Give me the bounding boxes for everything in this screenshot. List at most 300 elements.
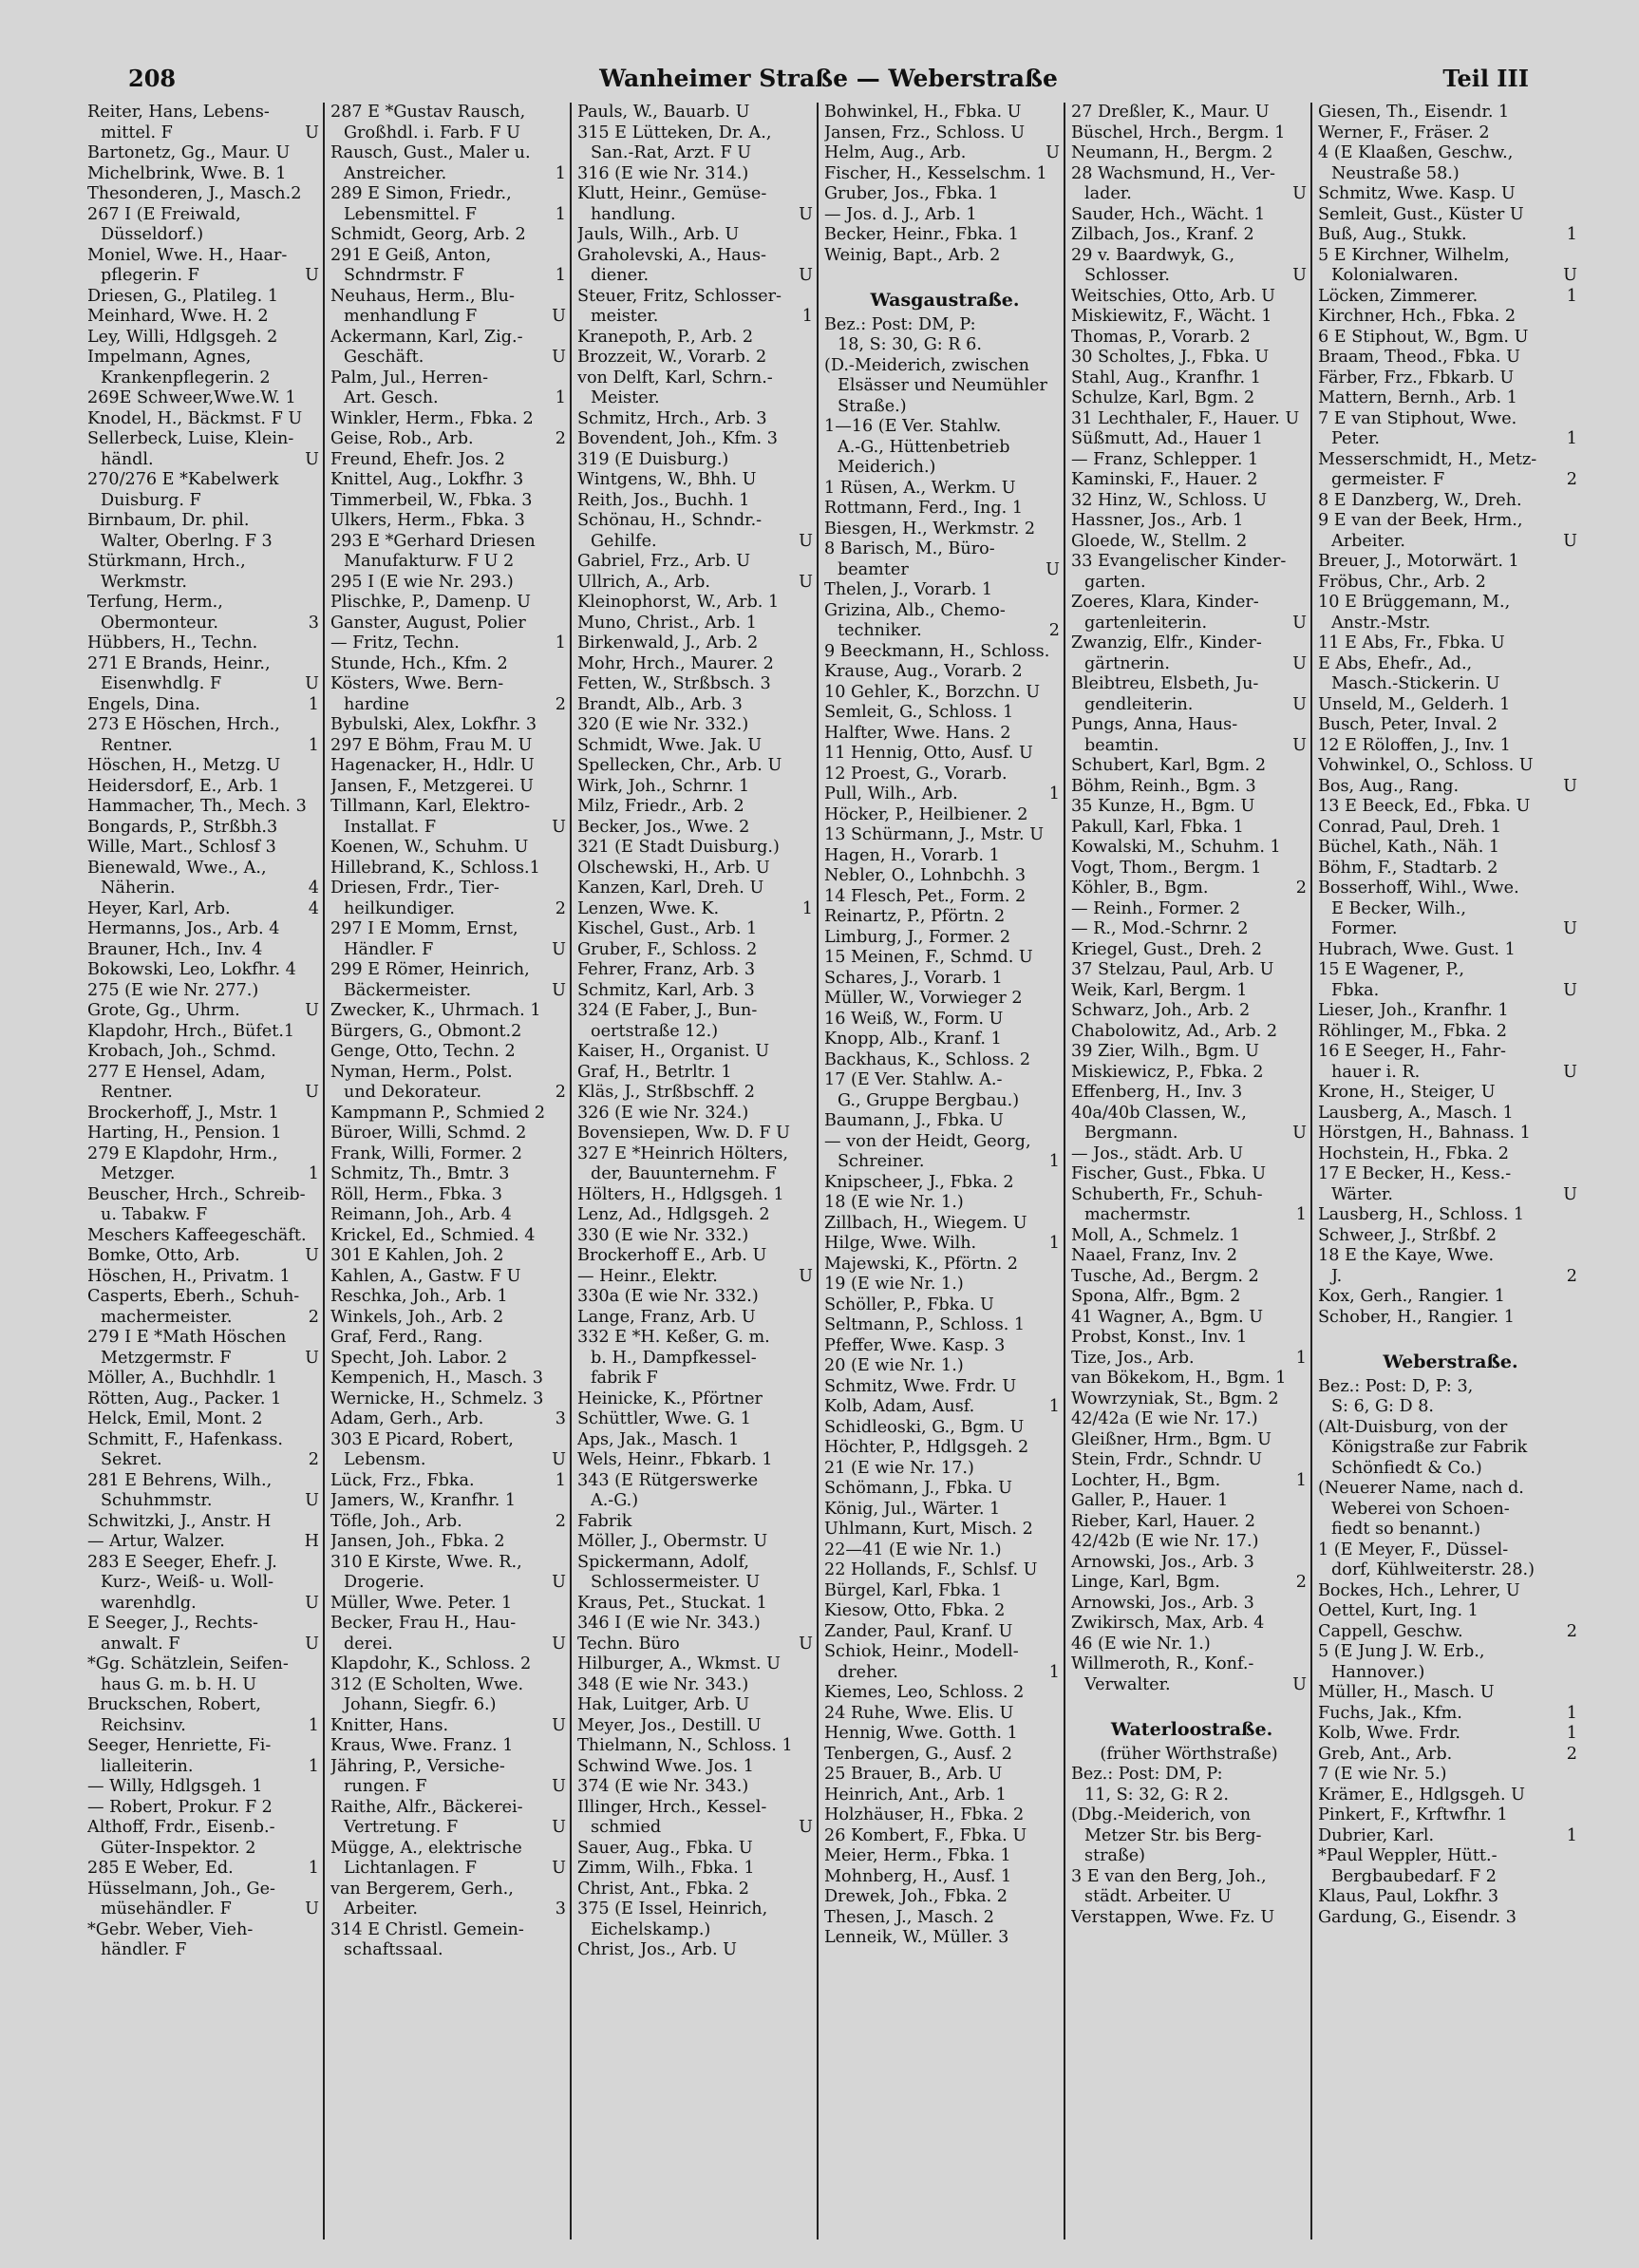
directory-entry: Tillmann, Karl, Elektro- xyxy=(330,797,531,816)
directory-entry: 348 (E wie Nr. 343.) xyxy=(577,1674,749,1694)
directory-entry: Schönau, H., Schndr.- xyxy=(577,511,763,530)
directory-entry: 16 Weiß, W., Form. U xyxy=(824,1009,1004,1029)
directory-entry: Krone, H., Steiger, U xyxy=(1318,1083,1496,1102)
entry-text: Bergmann. xyxy=(1084,1124,1178,1143)
directory-entry: Holzhäuser, H., Fbka. 2 xyxy=(824,1805,1025,1824)
directory-entry: Wille, Mart., Schlosf 3 xyxy=(87,838,276,857)
entry-text: Töfle, Joh., Arb. xyxy=(330,1511,462,1531)
directory-entry: Schmitz, Th., Bmtr. 3 xyxy=(330,1164,510,1183)
entry-text: mittel. F xyxy=(101,123,173,142)
directory-entry xyxy=(87,1532,325,1553)
entry-text: — Artur, Walzer. xyxy=(87,1532,225,1551)
directory-entry: Chabolowitz, Ad., Arb. 2 xyxy=(1071,1021,1278,1041)
entry-text: Fbka. xyxy=(1331,980,1380,1000)
directory-entry: Helck, Emil, Mont. 2 xyxy=(87,1409,263,1428)
directory-entry: Hermanns, Jos., Arb. 4 xyxy=(87,919,280,938)
floor-marker: 1 xyxy=(1295,1348,1307,1368)
entry-text: Lück, Frz., Fbka. xyxy=(330,1470,475,1490)
directory-entry: 8 E Danzberg, W., Dreh. xyxy=(1318,490,1522,510)
directory-entry: Fabrik xyxy=(577,1511,632,1531)
floor-marker: U xyxy=(305,123,319,142)
entry-text: warenhdlg. xyxy=(101,1593,197,1613)
directory-entry: Schmitt, F., Hafenkass. xyxy=(87,1429,284,1449)
entry-continuation xyxy=(330,1083,572,1104)
entry-continuation xyxy=(87,879,325,899)
floor-marker: 2 xyxy=(555,1511,566,1531)
directory-entry: Wintgens, W., Bhh. U xyxy=(577,470,757,489)
floor-marker: U xyxy=(799,531,813,551)
directory-entry: Unseld, M., Gelderh. 1 xyxy=(1318,694,1511,714)
floor-marker: U xyxy=(1292,653,1307,673)
directory-entry: 277 E Hensel, Adam, xyxy=(87,1062,266,1082)
entry-continuation xyxy=(1071,736,1312,757)
directory-entry: 10 E Brüggemann, M., xyxy=(1318,593,1511,612)
directory-entry: Wowrzyniak, St., Bgm. 2 xyxy=(1071,1389,1279,1408)
directory-entry: Spellecken, Chr., Arb. U xyxy=(577,756,782,775)
floor-marker: 2 xyxy=(1566,1621,1577,1641)
directory-entry: 33 Evangelischer Kinder- xyxy=(1071,552,1287,571)
directory-entry: 287 E *Gustav Rausch, xyxy=(330,103,526,122)
entry-text: Pull, Wilh., Arb. xyxy=(824,784,958,803)
directory-entry: Nyman, Herm., Polst. xyxy=(330,1062,513,1082)
directory-entry: Kowalski, M., Schuhm. 1 xyxy=(1071,838,1281,857)
entry-text: Reichsinv. xyxy=(101,1715,186,1735)
column-6 xyxy=(1318,103,1583,2240)
directory-entry: Koenen, W., Schuhm. U xyxy=(330,838,529,857)
directory-entry: Kampmann P., Schmied 2 xyxy=(330,1103,546,1123)
entry-continuation: der, Bauunternehm. F xyxy=(591,1164,777,1183)
directory-entry: (D.-Meiderich, zwischen xyxy=(824,355,1029,375)
column-4 xyxy=(824,103,1065,2240)
floor-marker: 1 xyxy=(555,633,566,652)
directory-entry: Graf, Ferd., Rang. xyxy=(330,1328,483,1347)
directory-entry: Nebler, O., Lohnbchh. 3 xyxy=(824,866,1027,885)
directory-entry xyxy=(87,899,325,920)
directory-entry: Böhm, Reinh., Bgm. 3 xyxy=(1071,776,1256,796)
directory-entry xyxy=(1318,777,1583,798)
directory-entry: Jansen, Frz., Schloss. U xyxy=(824,123,1026,142)
directory-entry xyxy=(330,633,572,654)
directory-entry: Bybulski, Alex, Lokfhr. 3 xyxy=(330,715,537,734)
directory-entry: Semleit, Gust., Küster U xyxy=(1318,204,1524,224)
directory-entry: Probst, Konst., Inv. 1 xyxy=(1071,1328,1248,1347)
directory-entry xyxy=(330,1512,572,1533)
directory-entry: — Jos., städt. Arb. U xyxy=(1071,1143,1244,1163)
floor-marker: 3 xyxy=(555,1409,566,1428)
directory-entry: Schwind Wwe. Jos. 1 xyxy=(577,1756,754,1776)
directory-entry: 18 (E wie Nr. 1.) xyxy=(824,1193,964,1212)
directory-entry: Becker, Jos., Wwe. 2 xyxy=(577,817,750,837)
directory-entry: (Alt-Duisburg, von der xyxy=(1318,1417,1508,1437)
directory-entry: 267 I (E Freiwald, xyxy=(87,204,241,224)
floor-marker: 1 xyxy=(555,163,566,183)
entry-text: Linge, Karl, Bgm. xyxy=(1071,1573,1220,1592)
entry-text: schmied xyxy=(591,1818,662,1837)
floor-marker: 1 xyxy=(1566,1724,1577,1743)
entry-continuation xyxy=(330,388,572,409)
directory-entry: Impelmann, Agnes, xyxy=(87,348,252,367)
directory-entry: 273 E Höschen, Hrch., xyxy=(87,715,280,734)
directory-entry xyxy=(824,1234,1065,1255)
directory-entry: Timmerbeil, W., Fbka. 3 xyxy=(330,490,533,510)
directory-entry: Lausberg, H., Schloss. 1 xyxy=(1318,1205,1525,1224)
directory-entry: 12 Proest, G., Vorarb. xyxy=(824,764,1008,784)
directory-entry: 310 E Kirste, Wwe. R., xyxy=(330,1552,522,1572)
directory-entry: (Dbg.-Meiderich, von xyxy=(1071,1805,1252,1824)
directory-entry: Rausch, Gust., Maler u. xyxy=(330,143,531,162)
directory-entry: Färber, Frz., Fbkarb. U xyxy=(1318,368,1515,387)
directory-entry: 3 E van den Berg, Joh., xyxy=(1071,1866,1267,1886)
floor-marker: 1 xyxy=(555,266,566,285)
directory-entry: Bürgers, G., Obmont.2 xyxy=(330,1021,522,1041)
entry-continuation: u. Tabakw. F xyxy=(101,1205,208,1224)
directory-entry: Wernicke, H., Schmelz. 3 xyxy=(330,1389,544,1408)
entry-text: lader. xyxy=(1084,184,1132,203)
entry-continuation xyxy=(330,1818,572,1839)
entry-continuation xyxy=(824,1663,1065,1684)
page-number: 208 xyxy=(128,65,177,92)
floor-marker: 2 xyxy=(1295,1573,1307,1592)
directory-entry: Biesgen, H., Werkmstr. 2 xyxy=(824,519,1036,539)
directory-entry: Fischer, H., Kesselschm. 1 xyxy=(824,163,1047,183)
directory-entry: Klutt, Heinr., Gemüse- xyxy=(577,184,767,203)
directory-entry: Arnowski, Jos., Arb. 3 xyxy=(1071,1552,1254,1572)
directory-entry: 346 I (E wie Nr. 343.) xyxy=(577,1614,761,1633)
directory-entry xyxy=(577,899,819,920)
entry-text: beamter xyxy=(838,559,909,579)
directory-entry: Gruber, Jos., Fbka. 1 xyxy=(824,184,999,203)
directory-entry: 270/276 E *Kabelwerk xyxy=(87,470,279,489)
directory-entry: Möller, A., Buchhdlr. 1 xyxy=(87,1369,277,1388)
entry-continuation xyxy=(824,621,1065,642)
floor-marker: U xyxy=(305,1491,319,1510)
entry-continuation: G., Gruppe Bergbau.) xyxy=(838,1090,1020,1110)
entry-continuation xyxy=(330,164,572,185)
directory-entry: Birnbaum, Dr. phil. xyxy=(87,511,250,530)
directory-entry xyxy=(1071,1471,1312,1492)
directory-entry: Bohwinkel, H., Fbka. U xyxy=(824,103,1022,122)
entry-text: Schuhmmstr. xyxy=(101,1491,213,1510)
street-heading: Weberstraße. xyxy=(1383,1351,1518,1372)
floor-marker: 2 xyxy=(555,898,566,918)
directory-entry: Becker, Heinr., Fbka. 1 xyxy=(824,225,1019,244)
directory-entry: Bockes, Hch., Lehrer, U xyxy=(1318,1580,1520,1600)
street-heading: Wasgaustraße. xyxy=(870,290,1020,311)
street-heading: Waterloostraße. xyxy=(1110,1719,1273,1740)
directory-entry: Weinig, Bapt., Arb. 2 xyxy=(824,245,1001,265)
directory-entry xyxy=(1318,287,1583,308)
entry-continuation: Hannover.) xyxy=(1331,1662,1425,1682)
entry-continuation xyxy=(1318,1185,1583,1206)
directory-entry xyxy=(330,1409,572,1430)
directory-entry: Pungs, Anna, Haus- xyxy=(1071,715,1238,734)
directory-entry: Verstappen, Wwe. Fz. U xyxy=(1071,1907,1275,1927)
directory-entry xyxy=(1318,1622,1583,1643)
entry-continuation xyxy=(87,614,325,634)
directory-entry: Kox, Gerh., Rangier. 1 xyxy=(1318,1287,1505,1306)
entry-text: Heyer, Karl, Arb. xyxy=(87,898,231,918)
entry-continuation: fiedt so benannt.) xyxy=(1331,1520,1480,1539)
directory-entry: 330 (E wie Nr. 332.) xyxy=(577,1225,749,1245)
floor-marker: 1 xyxy=(1048,1662,1060,1682)
directory-entry: Schulze, Karl, Bgm. 2 xyxy=(1071,388,1255,407)
directory-entry: 15 Meinen, F., Schmd. U xyxy=(824,948,1033,967)
directory-entry: Thielmann, N., Schloss. 1 xyxy=(577,1736,793,1755)
directory-entry: 26 Kombert, F., Fbka. U xyxy=(824,1825,1027,1845)
entry-text: meister. xyxy=(591,307,659,326)
entry-text: Köhler, B., Bgm. xyxy=(1071,879,1209,898)
directory-entry: Höchter, P., Hdlgsgeh. 2 xyxy=(824,1438,1029,1457)
entry-text: germeister. F xyxy=(1331,470,1445,489)
directory-entry: Halfter, Wwe. Hans. 2 xyxy=(824,723,1011,743)
directory-entry: Bongards, P., Strßbh.3 xyxy=(87,817,278,837)
directory-entry: — Franz, Schlepper. 1 xyxy=(1071,449,1259,469)
entry-text: Bos, Aug., Rang. xyxy=(1318,776,1460,796)
directory-entry: Brockerhoff, J., Mstr. 1 xyxy=(87,1103,279,1123)
entry-continuation: Weberei von Schoen- xyxy=(1331,1499,1510,1519)
directory-entry: Pfeffer, Wwe. Kasp. 3 xyxy=(824,1335,1006,1355)
entry-text: Anstreicher. xyxy=(344,163,447,183)
directory-entry: Becker, Frau H., Hau- xyxy=(330,1614,517,1633)
directory-entry: 42/42b (E wie Nr. 17.) xyxy=(1071,1532,1259,1551)
entry-continuation: Straße.) xyxy=(838,396,907,416)
directory-entry: van Bergerem, Gerh., xyxy=(330,1879,514,1899)
directory-entry: Reinartz, P., Pförtn. 2 xyxy=(824,907,1006,926)
directory-entry: Moll, A., Schmelz. 1 xyxy=(1071,1225,1241,1245)
entry-text: machermstr. xyxy=(1084,1205,1192,1224)
directory-entry: Neuhaus, Herm., Blu- xyxy=(330,286,515,306)
entry-text: Lenzen, Wwe. K. xyxy=(577,898,720,918)
entry-continuation xyxy=(330,695,572,716)
directory-entry: Milz, Friedr., Arb. 2 xyxy=(577,797,744,816)
directory-entry: Baumann, J., Fbka. U xyxy=(824,1111,1004,1130)
entry-continuation: garten. xyxy=(1084,572,1146,592)
directory-entry: Jansen, F., Metzgerei. U xyxy=(330,776,534,796)
directory-entry: Hochstein, H., Fbka. 2 xyxy=(1318,1143,1509,1163)
directory-entry: 31 Lechthaler, F., Hauer. U xyxy=(1071,408,1300,428)
directory-entry xyxy=(330,429,572,450)
directory-entry: 42/42a (E wie Nr. 17.) xyxy=(1071,1409,1258,1428)
directory-entry: Kraus, Pet., Stuckat. 1 xyxy=(577,1593,767,1613)
directory-entry: Conrad, Paul, Dreh. 1 xyxy=(1318,817,1502,837)
directory-entry xyxy=(1071,1573,1312,1594)
floor-marker: 1 xyxy=(308,735,319,755)
entry-text: Rentner. xyxy=(101,1083,173,1102)
entry-continuation xyxy=(87,1899,325,1920)
directory-entry: Limburg, J., Former. 2 xyxy=(824,927,1011,947)
directory-entry: Schwarz, Joh., Arb. 2 xyxy=(1071,1001,1251,1020)
directory-entry xyxy=(577,1635,819,1655)
directory-entry: Meier, Herm., Fbka. 1 xyxy=(824,1846,1011,1865)
directory-entry xyxy=(824,784,1065,805)
directory-entry: 18 E the Kaye, Wwe. xyxy=(1318,1246,1495,1265)
entry-text: Former. xyxy=(1331,919,1398,938)
directory-entry: 299 E Römer, Heinrich, xyxy=(330,960,530,979)
column-2 xyxy=(330,103,572,2240)
floor-marker: 1 xyxy=(1048,1397,1060,1416)
directory-entry: Brauner, Hch., Inv. 4 xyxy=(87,939,263,959)
floor-marker: U xyxy=(552,1634,566,1654)
directory-entry: Pauls, W., Bauarb. U xyxy=(577,103,750,122)
entry-text: gärtnerin. xyxy=(1084,653,1170,673)
directory-entry: Stürkmann, Hrch., xyxy=(87,552,246,571)
directory-entry: Pinkert, F., Krftwfhr. 1 xyxy=(1318,1805,1508,1824)
entry-text: hardine xyxy=(344,694,409,714)
directory-entry: Schmidt, Wwe. Jak. U xyxy=(577,735,763,755)
floor-marker: U xyxy=(799,1634,813,1654)
floor-marker: 2 xyxy=(1566,470,1577,489)
entry-continuation: A.-G.) xyxy=(591,1491,639,1510)
directory-entry: 271 E Brands, Heinr., xyxy=(87,653,271,673)
directory-entry: 269E Schweer,Wwe.W. 1 xyxy=(87,388,296,407)
entry-continuation: Meister. xyxy=(591,388,660,407)
entry-text: Näherin. xyxy=(101,879,176,898)
directory-entry: *Paul Weppler, Hütt.- xyxy=(1318,1846,1498,1865)
directory-entry: 29 v. Baardwyk, G., xyxy=(1071,245,1235,265)
directory-entry: Specht, Joh. Labor. 2 xyxy=(330,1348,508,1368)
directory-entry: 46 (E wie Nr. 1.) xyxy=(1071,1634,1211,1654)
directory-entry: Gardung, G., Eisendr. 3 xyxy=(1318,1907,1517,1927)
entry-text: machermeister. xyxy=(101,1307,233,1327)
directory-entry: Oettel, Kurt, Ing. 1 xyxy=(1318,1601,1479,1620)
floor-marker: 1 xyxy=(555,204,566,224)
directory-entry: Lieser, Joh., Kranfhr. 1 xyxy=(1318,1001,1509,1020)
entry-text: Knitter, Hans. xyxy=(330,1715,449,1735)
entry-text: pflegerin. F xyxy=(101,266,199,285)
directory-entry: 293 E *Gerhard Driesen xyxy=(330,531,536,551)
entry-text: Schlosser. xyxy=(1084,266,1170,285)
floor-marker: U xyxy=(1563,776,1577,796)
entry-continuation xyxy=(330,981,572,1002)
directory-entry: Hagen, H., Vorarb. 1 xyxy=(824,845,1000,865)
floor-marker: 1 xyxy=(1566,225,1577,244)
directory-entry: Raithe, Alfr., Bäckerei- xyxy=(330,1797,523,1817)
entry-continuation xyxy=(1071,1124,1312,1144)
entry-text: Adam, Gerh., Arb. xyxy=(330,1409,484,1428)
directory-entry: 13 Schürmann, J., Mstr. U xyxy=(824,825,1045,844)
directory-entry: Böhm, F., Stadtarb. 2 xyxy=(1318,858,1498,878)
directory-entry: Mattern, Bernh., Arb. 1 xyxy=(1318,388,1517,407)
entry-continuation xyxy=(1318,266,1583,287)
floor-marker: 4 xyxy=(308,898,319,918)
directory-entry: Casperts, Eberh., Schuh- xyxy=(87,1287,300,1306)
entry-continuation: Düsseldorf.) xyxy=(101,225,204,244)
directory-entry: Höschen, H., Metzg. U xyxy=(87,756,281,775)
directory-entry: Schmitz, Wwe. Kasp. U xyxy=(1318,184,1516,203)
entry-continuation: Johann, Siegfr. 6.) xyxy=(344,1695,497,1714)
directory-entry xyxy=(1318,1745,1583,1766)
directory-entry: 321 (E Stadt Duisburg.) xyxy=(577,838,780,857)
directory-entry: Seltmann, P., Schloss. 1 xyxy=(824,1315,1026,1334)
directory-entry: Kranepoth, P., Arb. 2 xyxy=(577,327,754,347)
directory-entry: Kischel, Gust., Arb. 1 xyxy=(577,919,758,938)
directory-entry: Harting, H., Pension. 1 xyxy=(87,1124,282,1143)
directory-entry: Hörstgen, H., Bahnass. 1 xyxy=(1318,1124,1531,1143)
entry-text: Obermonteur. xyxy=(101,613,218,633)
entry-text: derei. xyxy=(344,1634,393,1654)
entry-text: dreher. xyxy=(838,1662,898,1682)
directory-entry: Schöller, P., Fbka. U xyxy=(824,1295,994,1314)
directory-entry: 295 I (E wie Nr. 293.) xyxy=(330,572,514,592)
floor-marker: U xyxy=(1563,919,1577,938)
column-5 xyxy=(1071,103,1312,2240)
directory-entry: 37 Stelzau, Paul, Arb. U xyxy=(1071,960,1274,979)
entry-continuation xyxy=(87,123,325,144)
entry-continuation xyxy=(1071,654,1312,675)
floor-marker: U xyxy=(1292,694,1307,714)
directory-entry: — Willy, Hdlgsgeh. 1 xyxy=(87,1777,263,1796)
entry-text: Buß, Aug., Stukk. xyxy=(1318,225,1467,244)
directory-entry: 40a/40b Classen, W., xyxy=(1071,1103,1247,1123)
entry-continuation xyxy=(1071,184,1312,205)
directory-entry: Illinger, Hrch., Kessel- xyxy=(577,1797,767,1817)
entry-text: Arbeiter. xyxy=(1331,531,1405,551)
directory-entry: Kriegel, Gust., Dreh. 2 xyxy=(1071,939,1262,959)
entry-continuation: Anstr.-Mstr. xyxy=(1331,613,1431,633)
directory-entry: Steuer, Fritz, Schlosser- xyxy=(577,286,782,306)
directory-entry: Kläs, J., Strßbschff. 2 xyxy=(577,1083,755,1102)
entry-text: Drogerie. xyxy=(344,1573,424,1592)
directory-entry: Klapdohr, K., Schloss. 2 xyxy=(330,1654,532,1673)
directory-entry: Bovensiepen, Ww. D. F U xyxy=(577,1124,790,1143)
entry-continuation xyxy=(87,1164,325,1185)
directory-entry: — von der Heidt, Georg, xyxy=(824,1131,1031,1151)
directory-entry: 27 Dreßler, K., Maur. U xyxy=(1071,103,1270,122)
directory-entry: 319 (E Duisburg.) xyxy=(577,449,729,469)
entry-text: Kolonialwaren. xyxy=(1331,266,1459,285)
directory-entry: König, Jul., Wärter. 1 xyxy=(824,1499,1001,1519)
directory-entry: Hölters, H., Hdlgsgeh. 1 xyxy=(577,1184,784,1204)
directory-entry: 14 Flesch, Pet., Form. 2 xyxy=(824,886,1027,906)
directory-entry: Tusche, Ad., Bergm. 2 xyxy=(1071,1266,1259,1286)
directory-entry: 20 (E wie Nr. 1.) xyxy=(824,1356,964,1375)
entry-continuation xyxy=(87,1308,325,1329)
floor-marker: 3 xyxy=(308,613,319,633)
directory-entry: Hassner, Jos., Arb. 1 xyxy=(1071,511,1244,530)
directory-entry xyxy=(577,573,819,594)
entry-text: Tize, Jos., Arb. xyxy=(1071,1348,1195,1368)
directory-entry: Arnowski, Jos., Arb. 3 xyxy=(1071,1593,1254,1613)
directory-entry: Jansen, Joh., Fbka. 2 xyxy=(330,1532,505,1551)
directory-entry: Lenz, Ad., Hdlgsgeh. 2 xyxy=(577,1205,770,1224)
floor-marker: 1 xyxy=(1048,1234,1060,1253)
directory-entry: Zander, Paul, Kranf. U xyxy=(824,1621,1013,1641)
entry-text: Grote, Gg., Uhrm. xyxy=(87,1001,240,1020)
directory-entry: Spickermann, Adolf, xyxy=(577,1552,749,1572)
entry-continuation xyxy=(330,1450,572,1471)
directory-entry: Mügge, A., elektrische xyxy=(330,1838,522,1858)
directory-entry: Messerschmidt, H., Metz- xyxy=(1318,449,1537,469)
directory-entry: Rottmann, Ferd., Ing. 1 xyxy=(824,499,1024,518)
entry-continuation xyxy=(330,899,572,920)
directory-entry: Lausberg, A., Masch. 1 xyxy=(1318,1103,1514,1123)
directory-entry: Schmitz, Wwe. Frdr. U xyxy=(824,1376,1017,1396)
directory-entry: Jauls, Wilh., Arb. U xyxy=(577,225,740,244)
floor-marker: U xyxy=(1563,266,1577,285)
directory-entry: Semleit, G., Schloss. 1 xyxy=(824,703,1014,722)
entry-continuation: haus G. m. b. H. U xyxy=(101,1674,257,1694)
directory-entry: Fetten, W., Strßbsch. 3 xyxy=(577,674,771,693)
directory-entry xyxy=(1318,225,1583,246)
directory-entry: Galler, P., Hauer. 1 xyxy=(1071,1491,1229,1510)
directory-entry: 35 Kunze, H., Bgm. U xyxy=(1071,797,1255,816)
entry-continuation xyxy=(1071,1675,1312,1696)
floor-marker: U xyxy=(1046,559,1060,579)
directory-entry: Jamers, W., Kranfhr. 1 xyxy=(330,1491,517,1510)
directory-entry: 17 (E Ver. Stahlw. A.- xyxy=(824,1070,1003,1089)
directory-entry: Jähring, P., Versiche- xyxy=(330,1756,505,1776)
directory-entry: Möller, J., Obermstr. U xyxy=(577,1532,768,1551)
